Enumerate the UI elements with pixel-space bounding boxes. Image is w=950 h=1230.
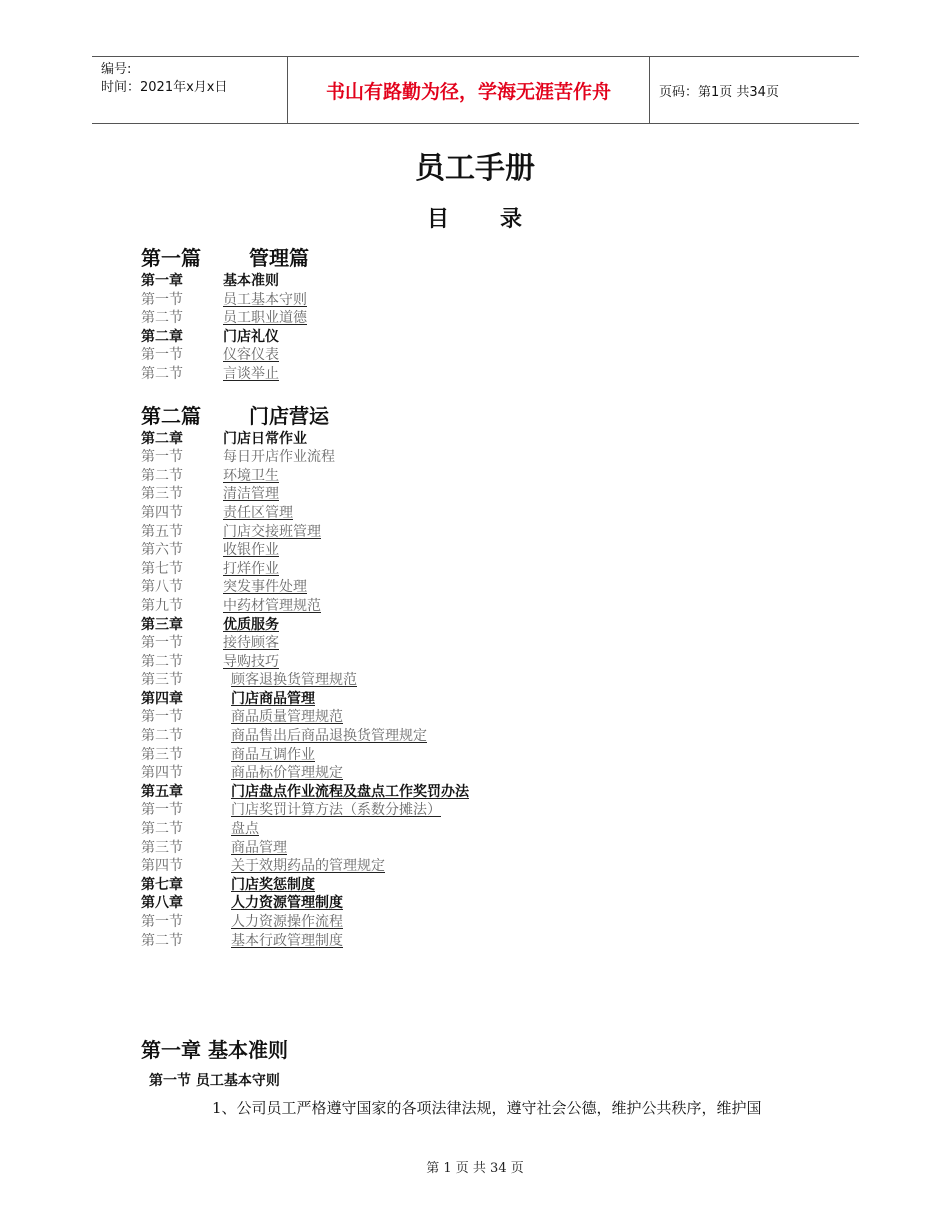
toc-section-link[interactable] [141, 346, 841, 365]
toc-entry-title: 门店奖罚计算方法（系数分摊法） [231, 802, 441, 819]
time-label: 时间：2021年x月x日 [101, 80, 228, 95]
toc-section-link[interactable] [141, 365, 841, 384]
toc-entry-title: 清洁管理 [223, 486, 279, 503]
toc-chapter-link[interactable] [141, 690, 841, 709]
page-header [92, 56, 859, 124]
toc-entry-title: 商品标价管理规定 [231, 765, 343, 782]
toc-entry-number: 第二章 [141, 328, 183, 345]
toc-part-heading [141, 244, 841, 272]
toc-entry-number: 第二节 [141, 932, 183, 949]
toc-entry-number: 第二节 [141, 467, 183, 484]
toc-entry-title: 基本行政管理制度 [231, 932, 343, 949]
toc-entry-title: 关于效期药品的管理规定 [231, 858, 385, 875]
header-motto: 书山有路勤为径，学海无涯苦作舟 [287, 57, 650, 123]
toc-entry-title: 每日开店作业流程 [223, 449, 335, 466]
page-footer: 第 1 页 共 34 页 [426, 1161, 524, 1176]
toc-section-link[interactable] [141, 708, 841, 727]
toc-entry-title: 门店礼仪 [223, 328, 279, 345]
toc-entry-number: 第三节 [141, 839, 183, 856]
toc-entry-title: 言谈举止 [223, 365, 279, 382]
toc-section-link[interactable] [141, 671, 841, 690]
toc-entry-number: 第二节 [141, 653, 183, 670]
toc-entry-number: 第三章 [141, 616, 183, 633]
toc-entry-number: 第五节 [141, 523, 183, 540]
toc-section-link[interactable] [141, 578, 841, 597]
toc-part-title: 管理篇 [249, 246, 309, 270]
toc-entry-number: 第二节 [141, 365, 183, 382]
toc-entry-number: 第四节 [141, 504, 183, 521]
toc-section-link[interactable] [141, 467, 841, 486]
toc-entry-number: 第一节 [141, 914, 183, 930]
toc-entry-number: 第五章 [141, 783, 183, 800]
toc-entry-title: 门店日常作业 [223, 430, 307, 447]
toc-chapter-link[interactable] [141, 272, 841, 291]
toc-entry-title: 商品售出后商品退换货管理规定 [231, 728, 427, 745]
toc-entry-title: 仪容仪表 [223, 347, 279, 364]
body-section-heading: 第一节 员工基本守则 [149, 1073, 280, 1089]
header-page-number: 页码：第1页 共34页 [659, 84, 779, 100]
toc-spacer [141, 384, 841, 402]
toc-entry-number: 第七节 [141, 560, 183, 577]
toc-section-link[interactable] [141, 839, 841, 858]
toc-entry-title: 员工职业道德 [223, 310, 307, 327]
toc-entry-number: 第三节 [141, 672, 183, 689]
toc-section-link[interactable] [141, 597, 841, 616]
toc-section-link[interactable] [141, 727, 841, 746]
toc-part-heading [141, 402, 841, 430]
toc-entry-title: 员工基本守则 [223, 291, 307, 308]
toc-entry-number: 第一节 [141, 347, 183, 364]
toc-entry-number: 第二节 [141, 310, 183, 327]
toc-entry-number: 第三节 [141, 486, 183, 503]
toc-entry-title: 突发事件处理 [223, 579, 307, 596]
toc-section-link[interactable] [141, 801, 841, 820]
toc-section-link[interactable] [141, 932, 841, 951]
serial-label: 编号: [101, 62, 132, 77]
toc-section-link[interactable] [141, 448, 841, 467]
toc-section-link[interactable] [141, 523, 841, 542]
toc-section-link[interactable] [141, 857, 841, 876]
toc-entry-number: 第一节 [141, 449, 183, 466]
toc-entry-title: 收银作业 [223, 542, 279, 559]
toc-section-link[interactable] [141, 653, 841, 672]
toc-section-link[interactable] [141, 764, 841, 783]
toc-section-link[interactable] [141, 634, 841, 653]
toc-section-link[interactable] [141, 291, 841, 310]
toc-entry-title: 打烊作业 [223, 560, 279, 577]
toc-entry-title: 人力资源管理制度 [231, 895, 343, 912]
toc-part-title: 门店营运 [249, 403, 329, 428]
toc-entry-title: 门店盘点作业流程及盘点工作奖罚办法 [231, 783, 469, 800]
toc-chapter-link[interactable] [141, 328, 841, 347]
toc-heading [0, 202, 950, 233]
toc-heading-char-1: 目 [426, 207, 450, 232]
toc-chapter-link[interactable] [141, 876, 841, 895]
toc-section-link[interactable] [141, 560, 841, 579]
toc-entry-title: 门店商品管理 [231, 690, 315, 707]
toc-entry-title: 环境卫生 [223, 467, 279, 484]
body-chapter-heading: 第一章 基本准则 [141, 1038, 288, 1062]
toc-entry-number: 第一节 [141, 709, 183, 726]
toc-part-number: 第二篇 [141, 403, 201, 428]
toc-section-link[interactable] [141, 485, 841, 504]
toc-entry-number: 第二章 [141, 430, 183, 447]
toc-entry-title: 顾客退换货管理规范 [231, 672, 357, 689]
toc-entry-title: 中药材管理规范 [223, 597, 321, 614]
toc-entry-title: 责任区管理 [223, 504, 293, 521]
toc-section-link[interactable] [141, 541, 841, 560]
toc-entry-number: 第九节 [141, 597, 183, 614]
toc-entry-number: 第二节 [141, 821, 183, 838]
toc-chapter-link[interactable] [141, 783, 841, 802]
toc-entry-number: 第六节 [141, 542, 183, 559]
toc-section-link[interactable] [141, 913, 841, 932]
toc-entry-number: 第一节 [141, 291, 183, 308]
toc-entry-number: 第八节 [141, 579, 183, 596]
toc-entry-number: 第一章 [141, 273, 183, 289]
toc-entry-number: 第四章 [141, 690, 183, 707]
toc-entry-title: 人力资源操作流程 [231, 914, 343, 930]
body-paragraph: 1、公司员工严格遵守国家的各项法律法规，遵守社会公德，维护公共秩序，维护国 [212, 1099, 762, 1117]
toc-entry-title: 商品管理 [231, 839, 287, 856]
toc-entry-number: 第二节 [141, 728, 183, 745]
toc-entry-number: 第四节 [141, 765, 183, 782]
toc-section-link[interactable] [141, 504, 841, 523]
toc-section-link[interactable] [141, 746, 841, 765]
toc-entry-title: 商品质量管理规范 [231, 709, 343, 726]
toc-entry-number: 第一节 [141, 635, 183, 652]
toc-entry-number: 第一节 [141, 802, 183, 819]
toc-entry-title: 门店交接班管理 [223, 523, 321, 540]
toc-entry-title: 优质服务 [223, 616, 279, 633]
toc-section-link[interactable] [141, 309, 841, 328]
toc-entry-title: 商品互调作业 [231, 746, 315, 763]
toc-entry-title: 基本准则 [223, 273, 279, 289]
toc-entry-number: 第四节 [141, 858, 183, 875]
toc-heading-char-2: 录 [500, 207, 524, 232]
toc-part-number: 第一篇 [141, 246, 201, 270]
toc-chapter-link[interactable] [141, 894, 841, 913]
toc-entry-title: 盘点 [231, 821, 259, 838]
toc-entry-title: 接待顾客 [223, 635, 279, 652]
toc-chapter-link[interactable] [141, 430, 841, 449]
table-of-contents [141, 244, 841, 950]
toc-entry-number: 第八章 [141, 895, 183, 912]
toc-section-link[interactable] [141, 820, 841, 839]
toc-chapter-link[interactable] [141, 616, 841, 635]
document-title: 员工手册 [415, 151, 535, 186]
toc-entry-number: 第七章 [141, 876, 183, 893]
toc-entry-number: 第三节 [141, 746, 183, 763]
header-meta [92, 57, 287, 123]
toc-entry-title: 门店奖惩制度 [231, 876, 315, 893]
toc-entry-title: 导购技巧 [223, 653, 279, 670]
